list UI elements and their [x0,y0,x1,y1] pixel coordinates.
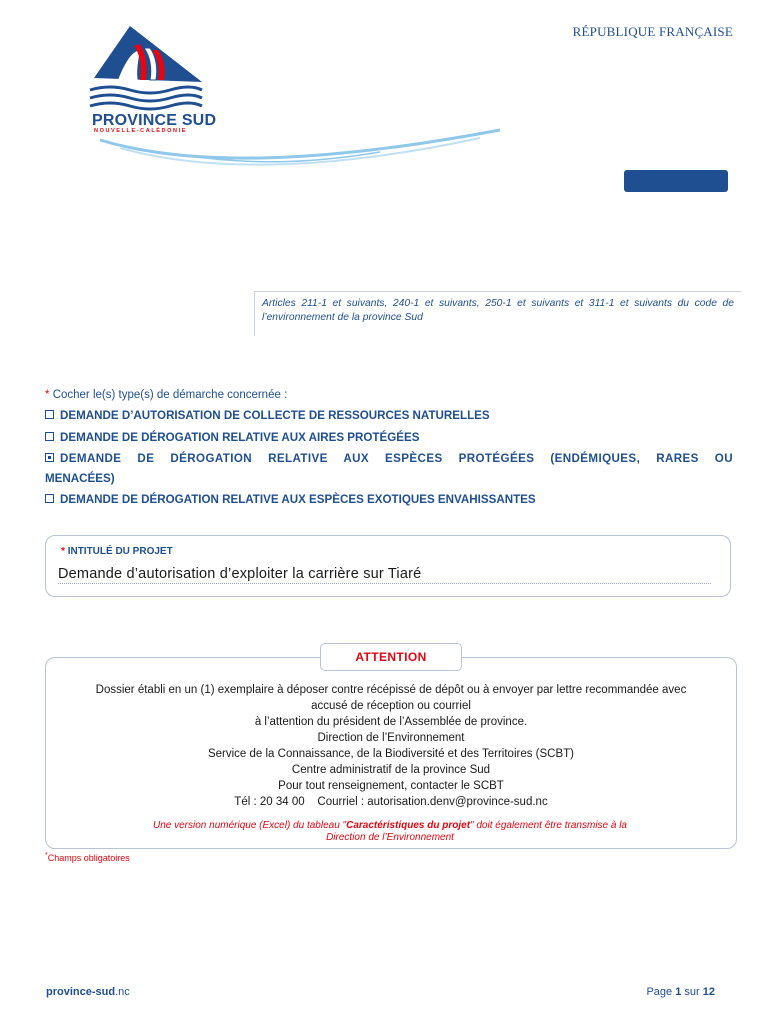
attention-line: Service de la Connaissance, de la Biodiversité et des Territoires (SCBT) [207,748,575,760]
instruction-text: Cocher le(s) type(s) de démarche concernée : [52,389,288,401]
option-label: DEMANDE D’AUTORISATION DE COLLECTE DE RESSOURCES NATURELLES [60,409,490,422]
option-label: DEMANDE DE DÉROGATION RELATIVE AUX AIRES PROTÉGÉES [60,431,420,444]
attention-line: Dossier établi en un (1) exemplaire à déposer contre récépissé de dépôt ou à envoyer par lettre recommandée avec [95,684,687,696]
option-label-line2: MENACÉES) [45,472,115,485]
page-total: 12 [702,986,715,998]
note-part: Une version numérique (Excel) du tableau " [153,820,347,831]
note-bold: Caractéristiques du projet [346,820,471,831]
logo-subtitle: NOUVELLE-CALÉDONIE [94,128,187,134]
attention-text [48,682,734,810]
checkbox-unchecked-icon[interactable] [45,432,54,441]
mandatory-fields-note [45,852,130,863]
mandatory-text: Champs obligatoires [47,853,130,863]
page-mid: sur [681,986,703,998]
option-label-line1: DEMANDE DE DÉROGATION RELATIVE AUX ESPÈCES PROTÉGÉES (ENDÉMIQUES, RARES OU [60,452,733,465]
checkbox-unchecked-icon[interactable] [45,494,54,503]
attention-line: accusé de réception ou courriel [311,700,471,712]
attention-tab [320,643,462,671]
footer-site-link[interactable] [46,986,130,998]
project-label-text: INTITULÉ DU PROJET [67,546,173,557]
page-number [646,986,715,998]
mandatory-star: * [45,852,48,859]
project-title-label [61,546,173,557]
option-aires-protegees[interactable] [45,431,419,444]
checkbox-unchecked-icon[interactable] [45,410,54,419]
logo-graphic [80,20,510,170]
page-current: 1 [675,986,682,998]
attention-line: Pour tout renseignement, contacter le SCBT [278,780,504,792]
republique-francaise: RÉPUBLIQUE FRANÇAISE [572,24,733,39]
option-collecte[interactable] [45,409,490,422]
footer-site-bold: province-sud [46,986,116,998]
attention-line: Tél : 20 34 00 Courriel : autorisation.denv@province-sud.nc [234,796,548,808]
excel-note [75,820,705,844]
logo-title: PROVINCE SUD [92,112,217,129]
instruction [45,389,287,401]
legal-articles: Articles 211-1 et suivants, 240-1 et suivants, 250-1 et suivants et 311-1 et suivants du code de l’environnement de la province Sud [262,298,734,323]
header-tab [624,170,728,192]
option-label: DEMANDE DE DÉROGATION RELATIVE AUX ESPÈCES EXOTIQUES ENVAHISSANTES [60,493,536,506]
option-especes-protegees[interactable] [45,452,733,465]
option-especes-exotiques[interactable] [45,493,536,506]
note-line2: Direction de l’Environnement [326,832,454,843]
attention-line: Direction de l’Environnement [317,732,465,744]
note-part: " doit également être transmise à la [470,820,627,831]
required-star: * [45,389,50,401]
attention-line: à l’attention du président de l’Assemblée de province. [254,716,528,728]
required-star: * [61,546,65,557]
attention-line: Centre administratif de la province Sud [291,764,491,776]
project-title-field[interactable]: Demande d’autorisation d’exploiter la carrière sur Tiaré [58,566,422,582]
page-prefix: Page [646,986,676,998]
province-sud-logo [80,20,510,170]
attention-title: ATTENTION [355,650,427,664]
footer-site-rest: .nc [115,986,130,998]
project-title-underline [58,583,711,584]
checkbox-checked-icon[interactable] [45,453,54,462]
option-especes-protegees-cont [45,472,115,485]
